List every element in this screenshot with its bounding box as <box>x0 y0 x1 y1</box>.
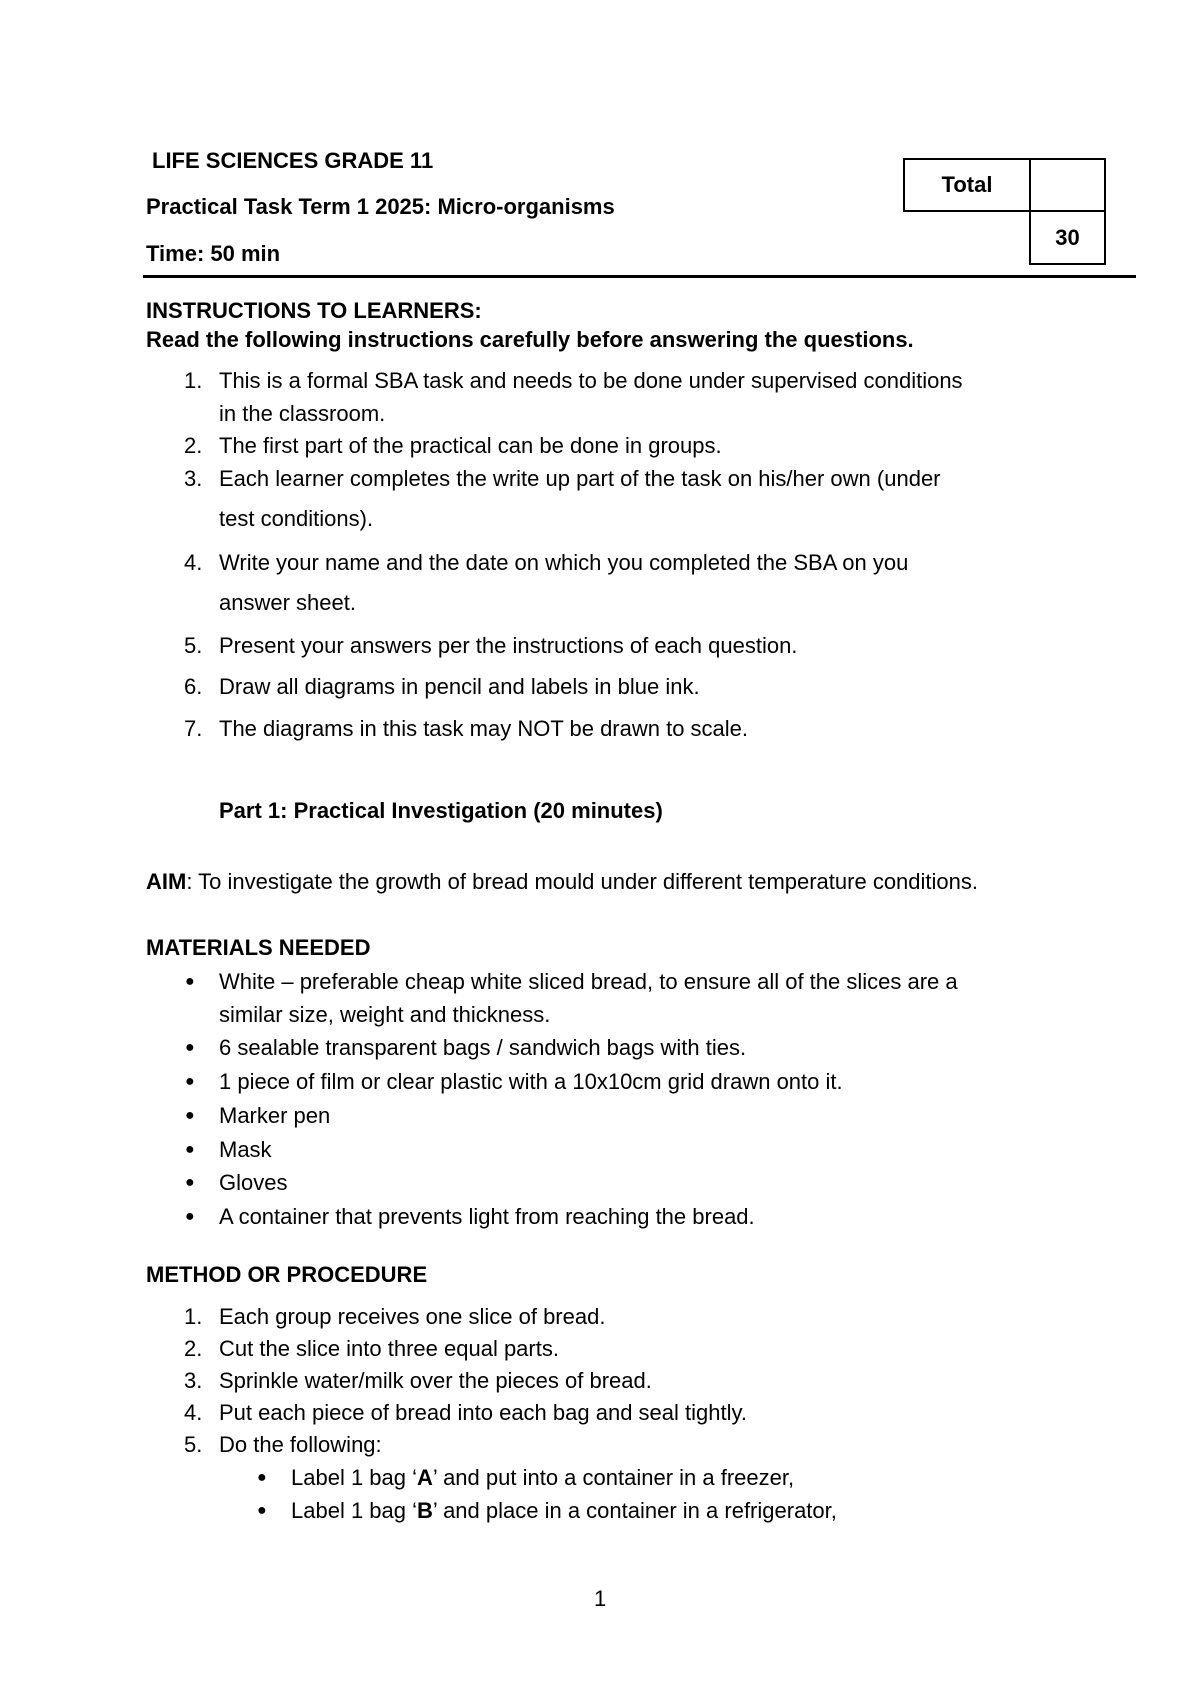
task-title: Practical Task Term 1 2025: Micro-organisms <box>146 194 615 219</box>
material-item: Mask <box>219 1137 272 1162</box>
page-number: 1 <box>594 1586 607 1611</box>
instruction-text: This is a formal SBA task and needs to be done under supervised conditions <box>219 368 963 393</box>
materials-title: MATERIALS NEEDED <box>146 935 371 960</box>
aim-statement <box>146 869 978 895</box>
part1-heading: Part 1: Practical Investigation (20 minutes) <box>219 798 663 823</box>
instruction-text: Each learner completes the write up part of the task on his/her own (under <box>219 466 941 491</box>
instruction-number: 7. <box>184 716 203 741</box>
instruction-text: Draw all diagrams in pencil and labels in blue ink. <box>219 674 700 699</box>
instructions-title: INSTRUCTIONS TO LEARNERS: <box>146 298 482 323</box>
bullet-icon: ● <box>257 1502 267 1519</box>
method-number: 5. <box>184 1432 203 1457</box>
method-number: 4. <box>184 1400 203 1425</box>
bag-label-b: B <box>417 1498 433 1523</box>
material-item: Gloves <box>219 1170 288 1195</box>
instruction-text-cont: test conditions). <box>219 506 374 531</box>
instruction-text-cont: in the classroom. <box>219 401 386 426</box>
instruction-text: Write your name and the date on which you completed the SBA on you <box>219 550 909 575</box>
method-step: Cut the slice into three equal parts. <box>219 1336 559 1361</box>
instruction-number: 3. <box>184 466 203 491</box>
method-step: Each group receives one slice of bread. <box>219 1304 606 1329</box>
bullet-icon: ● <box>257 1469 267 1486</box>
bullet-icon: ● <box>185 1073 195 1090</box>
instruction-number: 6. <box>184 674 203 699</box>
bullet-icon: ● <box>185 1039 195 1056</box>
instruction-number: 4. <box>184 550 203 575</box>
aim-text: : To investigate the growth of bread mould under different temperature conditions. <box>186 869 978 894</box>
material-item: A container that prevents light from reaching the bread. <box>219 1204 755 1229</box>
instruction-number: 5. <box>184 633 203 658</box>
material-item: 1 piece of film or clear plastic with a 10x10cm grid drawn onto it. <box>219 1069 843 1094</box>
aim-label: AIM <box>146 869 187 894</box>
method-step: Put each piece of bread into each bag and seal tightly. <box>219 1400 747 1425</box>
bullet-icon: ● <box>185 1208 195 1225</box>
bag-label-a: A <box>417 1465 433 1490</box>
material-item: Marker pen <box>219 1103 331 1128</box>
total-label: Total <box>941 172 993 197</box>
method-sub-step <box>291 1498 837 1524</box>
material-item-cont: similar size, weight and thickness. <box>219 1002 551 1027</box>
instruction-number: 1. <box>184 368 203 393</box>
time-allowed: Time: 50 min <box>146 241 281 266</box>
instruction-number: 2. <box>184 433 203 458</box>
bullet-icon: ● <box>185 1107 195 1124</box>
bullet-icon: ● <box>185 1174 195 1191</box>
total-value-cell <box>1029 210 1106 265</box>
header-divider <box>143 275 1136 278</box>
total-value: 30 <box>1055 224 1080 250</box>
method-number: 2. <box>184 1336 203 1361</box>
sub-step-post: ’ and place in a container in a refrigerator, <box>432 1498 837 1523</box>
instruction-text: Present your answers per the instructions of each question. <box>219 633 798 658</box>
instruction-text-cont: answer sheet. <box>219 590 356 615</box>
bullet-icon: ● <box>185 973 195 990</box>
material-item: 6 sealable transparent bags / sandwich bags with ties. <box>219 1035 747 1060</box>
method-step: Sprinkle water/milk over the pieces of bread. <box>219 1368 652 1393</box>
total-label-cell <box>903 158 1031 212</box>
material-item: White – preferable cheap white sliced bread, to ensure all of the slices are a <box>219 969 958 994</box>
instruction-text: The diagrams in this task may NOT be drawn to scale. <box>219 716 749 741</box>
method-sub-step <box>291 1465 794 1491</box>
method-number: 1. <box>184 1304 203 1329</box>
score-empty-cell <box>1029 158 1106 212</box>
instruction-text: The first part of the practical can be done in groups. <box>219 433 722 458</box>
method-title: METHOD OR PROCEDURE <box>146 1262 428 1287</box>
method-step: Do the following: <box>219 1432 382 1457</box>
method-number: 3. <box>184 1368 203 1393</box>
sub-step-post: ’ and put into a container in a freezer, <box>432 1465 795 1490</box>
sub-step-pre: Label 1 bag ‘ <box>291 1498 417 1523</box>
bullet-icon: ● <box>185 1141 195 1158</box>
subject-title: LIFE SCIENCES GRADE 11 <box>152 148 434 173</box>
sub-step-pre: Label 1 bag ‘ <box>291 1465 417 1490</box>
instructions-subtitle: Read the following instructions carefully before answering the questions. <box>146 327 914 352</box>
